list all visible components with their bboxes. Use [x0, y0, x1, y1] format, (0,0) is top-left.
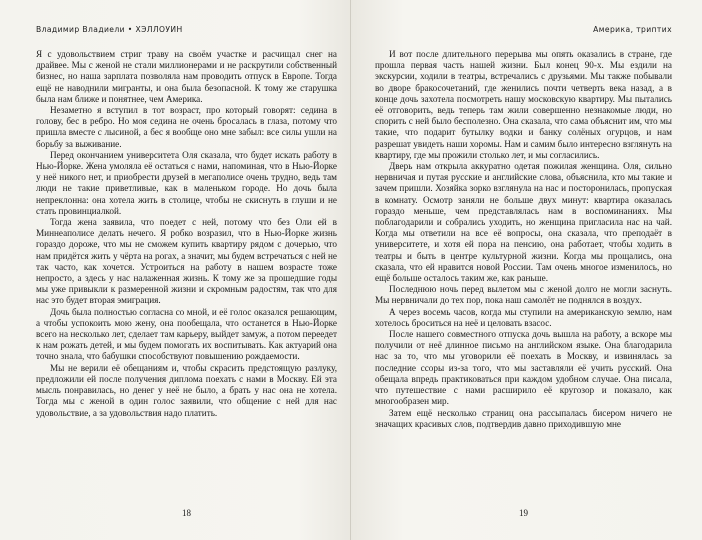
paragraph: Перед окончанием университета Оля сказала, что будет искать работу в Нью-Йорке. Жена умоляла её остаться с нами, напоминая, что в Нью-Йорке у неё никого нет, и приобрести друзей в мегаполисе очень трудно, ведь там люди не такие приветливые, как в маленьком городе. Но дочь была непреклонна: она хотела жить в столице, чтобы не скиснуть в глуши и не стать провинциалкой. — [36, 149, 337, 216]
paragraph: Последнюю ночь перед вылетом мы с женой долго не могли заснуть. Мы нервничали до тех пор, пока наш самолёт не поднялся в воздух. — [375, 284, 672, 306]
right-running-head: Америка, триптих — [593, 25, 672, 34]
paragraph: Дверь нам открыла аккуратно одетая пожилая женщина. Оля, сильно нервничая и путая русские и английские слова, объяснила, кто мы такие и зачем пришли. Хозяйка зорко взглянула на нас и посторонилась, пропуская в комнату. Осмотр заняли не больше двух минут: квартира оказалась гораздо меньше, чем представлялась нам в воспоминаниях. Мы поблагодарили и собрались уходить, но женщина пригласила нас на чай. Когда мы ответили на все её вопросы, она сказала, что преподаёт в университете, и хотя ей пора на пенсию, она работает, чтобы ходить в театры и быть в центре культурной жизни. Когда мы прощались, она сказала, что ей нравится новой России. Там очень многое изменилось, но ещё больше осталось таким же, как раньше. — [375, 161, 672, 284]
right-page — [351, 0, 702, 540]
paragraph: Мы не верили её обещаниям и, чтобы скрасить предстоящую разлуку, предложили ей после получения диплома поехать с нами в Москву. Ей эта мысль понравилась, но денег у неё не было, а брать у нас она не хотела. Тогда мы с женой в один голос заявили, что общение с ней для нас удовольствие, а за удовольствия надо платить. — [36, 362, 337, 418]
paragraph: После нашего совместного отпуска дочь вышла на работу, а вскоре мы получили от неё длинное письмо на английском языке. Она благодарила нас за то, что мы уговорили её поехать в Москву, и извинялась за последние ссоры из-за того, что мы заставляли её учить русский. Она обещала впредь практиковаться при каждом удобном случае. Она писала, что путешествие с нами расширило её кругозор и показало, как многообразен мир. — [375, 329, 672, 407]
paragraph: Тогда жена заявила, что поедет с ней, потому что без Оли ей в Миннеаполисе делать нечего. Я робко возразил, что в Нью-Йорке жизнь гораздо дороже, что мы не сможем купить квартиру рядом с дочерью, что нам придётся жить у чёрта на рогах, а значит, мы будем встречаться с ней не так часто, как хочется. Устроиться на работу в нашем возрасте тоже непросто, а здесь у нас налаженная жизнь. К тому же за прошедшие годы мы уже привыкли к размеренной жизни и скромным радостям, так что для нас это будет вторая эмиграция. — [36, 217, 337, 306]
paragraph: Затем ещё несколько страниц она рассыпалась бисером ничего не значащих красивых слов, подтвердив давно приходившую мне — [375, 407, 672, 429]
right-page-number: 19 — [519, 508, 528, 518]
left-page-text — [36, 49, 337, 419]
right-page-text — [375, 49, 672, 430]
paragraph: А через восемь часов, когда мы ступили на американскую землю, нам хотелось броситься на неё и целовать взасос. — [375, 306, 672, 328]
paragraph: Я с удовольствием стриг траву на своём участке и расчищал снег на драйвее. Мы с женой не стали миллионерами и не раскрутили собственный бизнес, но наша зарплата позволяла нам проводить отпуск в Европе. Тогда ещё не наводнили мигранты, и она была безопасной. К тому же старушка была нам ближе и понятнее, чем Америка. — [36, 49, 337, 104]
paragraph: Незаметно я вступил в тот возраст, про который говорят: седина в голову, бес в ребро. Но моя седина не очень бросалась в глаза, потому что пришла вместе с лысиной, а бес я вообще оно мне забыл: все силы ушли на борьбу за выживание. — [36, 105, 337, 149]
paragraph: И вот после длительного перерыва мы опять оказались в стране, где прошла первая часть нашей жизни. Был конец 90-х. Мы ездили на экскурсии, ходили в театры, встречались с друзьями. Мы также побывали во дворе бракосочетаний, где женились почти четверть века назад, а в конце дочь захотела посмотреть нашу московскую квартиру. Мы пытались её отговорить, ведь теперь там жили совершенно незнакомые люди, но спорить с ней было бесполезно. Она сказала, что сама объяснит им, что мы такие, что подарит бутылку водки и банку солёных огурцов, и нам разрешат увидеть наши хоромы. Нам и самим было интересно взглянуть на квартиру, где мы прожили столько лет, и мы согласились. — [375, 49, 672, 160]
left-running-head: Владимир Владиели • ХЭЛЛОУИН — [36, 25, 183, 34]
left-page-number: 18 — [182, 508, 191, 518]
paragraph: Дочь была полностью согласна со мной, и её голос оказался решающим, а чтобы успокоить мою жену, она пообещала, что останется в Нью-Йорке всего на несколько лет, сделает там карьеру, выйдет замуж, а потом переедет к нам рожать детей, и мы будем помогать их воспитывать. Как актуарий она точно знала, что бабушки способствуют повышению рождаемости. — [36, 306, 337, 362]
